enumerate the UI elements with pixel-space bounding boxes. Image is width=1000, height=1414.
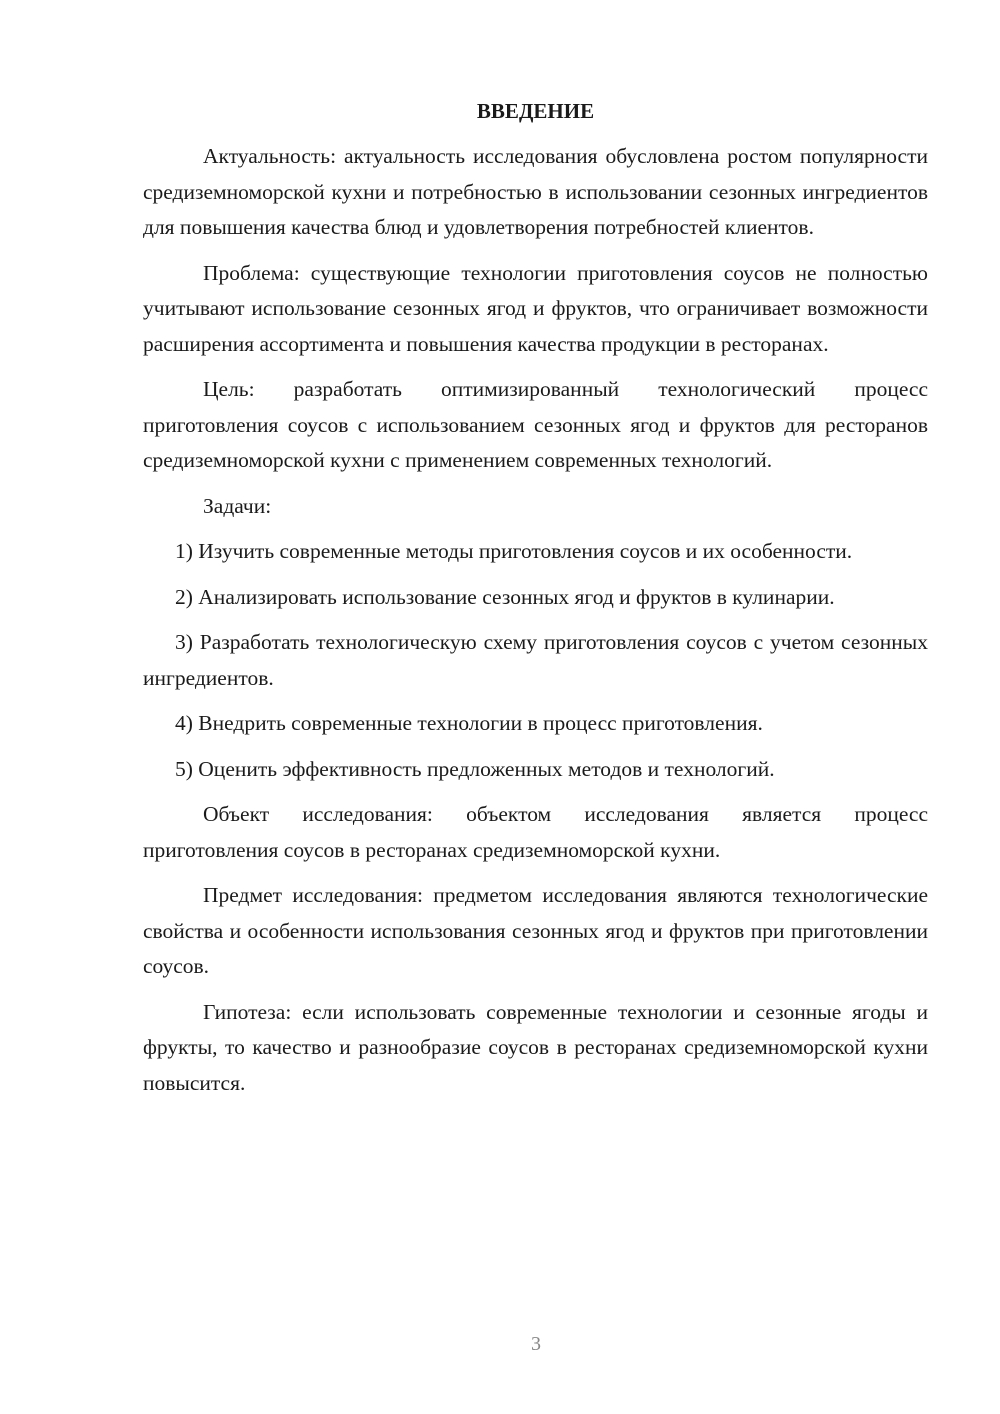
relevance-paragraph: Актуальность: актуальность исследования обусловлена ростом популярности средиземноморской кухни и потребностью в использовании сезонных ингредиентов для повышения качества блюд и удовлетворения потребностей клиентов.: [143, 144, 928, 239]
page-number: 3: [531, 1333, 541, 1355]
subject-paragraph: Предмет исследования: предметом исследования являются технологические свойства и особенности использования сезонных ягод и фруктов при приготовлении соусов.: [143, 883, 928, 978]
object-paragraph: Объект исследования: объектом исследования является процесс приготовления соусов в ресторанах средиземноморской кухни.: [143, 802, 928, 862]
problem-paragraph: Проблема: существующие технологии приготовления соусов не полностью учитывают использование сезонных ягод и фруктов, что ограничивает возможности расширения ассортимента и повышения качества продукции в ресторанах.: [143, 260, 928, 356]
page-title: ВВЕДЕНИЕ: [476, 99, 595, 123]
task-item-2: 2) Анализировать использование сезонных ягод и фруктов в кулинарии.: [175, 584, 835, 609]
task-item-4: 4) Внедрить современные технологии в процесс приготовления.: [175, 711, 763, 735]
tasks-heading: Задачи:: [203, 493, 272, 518]
document-page: [143, 96, 928, 1111]
goal-paragraph: Цель: разработать оптимизированный технологический процесс приготовления соусов с использованием сезонных ягод и фруктов для ресторанов средиземноморской кухни с применением современных технологий.: [143, 377, 928, 472]
task-item-1: 1) Изучить современные методы приготовления соусов и их особенности.: [175, 539, 853, 563]
hypothesis-paragraph: Гипотеза: если использовать современные технологии и сезонные ягоды и фрукты, то качество и разнообразие соусов в ресторанах средиземноморской кухни повысится.: [143, 999, 928, 1095]
task-item-5: 5) Оценить эффективность предложенных методов и технологий.: [175, 756, 775, 781]
task-item-3: 3) Разработать технологическую схему приготовления соусов с учетом сезонных ингредиентов.: [143, 630, 928, 690]
